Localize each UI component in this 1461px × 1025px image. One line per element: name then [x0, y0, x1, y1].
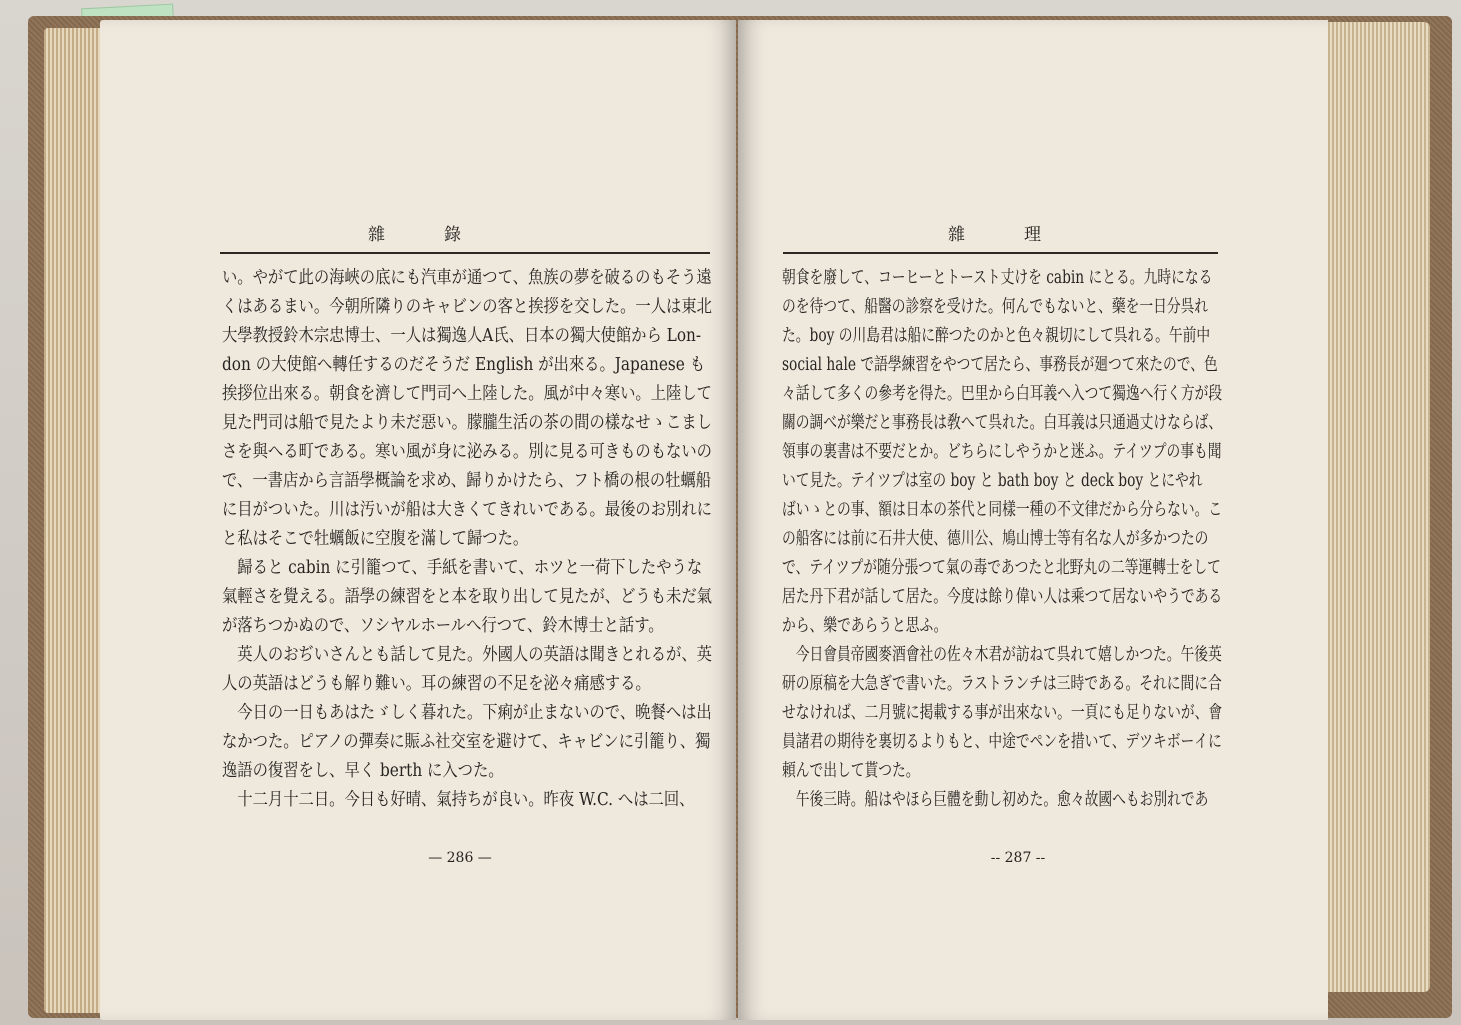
text-line: 員諸君の期待を裏切るよりもと、中途でペンを措いて、デツキボーイに	[782, 732, 1222, 752]
left-header-rule	[220, 252, 710, 254]
text-line: で、テイツプが随分張つて氣の毒であつたと北野丸の二等運轉士をして	[782, 558, 1221, 578]
text-line: た。boy の川島君は船に醉つたのかと色々親切にして呉れる。午前中	[782, 326, 1211, 346]
text-line: 頼んで出して貰つた。	[782, 761, 920, 781]
right-running-head: 雜 理	[948, 225, 1043, 245]
left-page	[100, 20, 736, 1020]
text-line: から、樂であらうと思ふ。	[782, 616, 948, 636]
text-line: と私はそこで牡蠣飯に空腹を滿して歸つた。	[222, 529, 529, 549]
text-line: くはあるまい。今朝所隣りのキャビンの客と挨拶を交した。一人は東北	[222, 297, 712, 317]
left-page-number: — 286 —	[428, 850, 492, 866]
text-line: いて見た。テイツプは室の boy と bath boy と deck boy とにやれ	[782, 471, 1203, 491]
text-line: don の大使館へ轉任するのだそうだ English が出來る。Japanese も	[222, 355, 706, 375]
text-line: 領事の裏書は不要だとか。どちらにしやうかと迷ふ。テイツプの事も聞	[782, 442, 1222, 462]
right-body-text	[782, 264, 1342, 815]
text-line: せなければ、二月號に掲載する事が出來ない。一頁にも足りないが、會	[782, 703, 1223, 723]
left-body-text	[222, 264, 782, 815]
text-line: が落ちつかぬので、ソシヤルホールへ行つて、鈴木博士と話す。	[222, 616, 664, 636]
text-line: 今日の一日もあはたゞしく暮れた。下痢が止まないので、晩餐へは出	[222, 703, 712, 723]
text-line: 英人のおぢいさんとも話して見た。外國人の英語は聞きとれるが、英	[222, 645, 712, 665]
text-line: 人の英語はどうも解り難い。耳の練習の不足を泌々痛感する。	[222, 674, 651, 694]
text-line: 々話して多くの參考を得た。巴里から白耳義へ入つて獨逸へ行く方が段	[782, 384, 1223, 404]
text-line: 見た門司は船で見たより未だ惡い。朦朧生活の茶の間の樣なせゝこまし	[222, 413, 712, 433]
right-page	[738, 20, 1328, 1020]
text-line: 十二月十二日。今日も好晴、氣持ちが良い。昨夜 W.C. へは二回、	[222, 790, 695, 810]
text-line: なかつた。ピアノの彈奏に賑ふ社交室を避けて、キャビンに引籠り、獨	[222, 732, 711, 752]
text-line: 關の調べが樂だと事務長は敎へて呉れた。白耳義は只通過丈けならば、	[782, 413, 1223, 433]
text-line: 歸ると cabin に引籠つて、手紙を書いて、ホツと一荷下したやうな	[222, 558, 703, 578]
text-line: さを與へる町である。寒い風が身に泌みる。別に見る可きものもないの	[222, 442, 712, 462]
left-running-head: 雜 錄	[368, 225, 463, 245]
text-line: 挨拶位出來る。朝食を濟して門司へ上陸した。風が中々寒い。上陸して	[222, 384, 712, 404]
text-line: い。やがて此の海峽の底にも汽車が通つて、魚族の夢を破るのもそう遠	[222, 268, 712, 288]
text-line: に目がついた。川は汚いが船は大きくてきれいである。最後のお別れに	[222, 500, 712, 520]
text-line: 居た丹下君が話して居た。今度は餘り偉い人は乘つて居ないやうである	[782, 587, 1223, 607]
right-page-number: -- 287 --	[990, 850, 1046, 866]
text-line: 氣輕さを覺える。語學の練習をと本を取り出して見たが、どうも未だ氣	[222, 587, 712, 607]
right-header-rule	[783, 252, 1218, 254]
text-line: ばいゝとの事、額は日本の茶代と同樣一種の不文律だから分らない。こ	[782, 500, 1223, 520]
text-line: 大學教授鈴木宗忠博士、一人は獨逸人A氏、日本の獨大使館から Lon-	[222, 326, 702, 346]
text-line: 逸語の復習をし、早く berth に入つた。	[222, 761, 504, 781]
text-line: social hale で語學練習をやつて居たら、事務長が廻つて來たので、色	[782, 355, 1218, 375]
text-line: で、一書店から言語學概論を求め、歸りかけたら、フト橋の根の牡蠣船	[222, 471, 712, 491]
text-line: 午後三時。船はやほら巨體を動し初めた。愈々故國へもお別れであ	[782, 790, 1209, 810]
text-line: 朝食を廢して、コーヒーとトースト丈けを cabin にとる。九時になる	[782, 268, 1213, 288]
text-line: のを待つて、船醫の診察を受けた。何んでもないと、藥を一日分呉れ	[782, 297, 1209, 317]
text-line: の船客には前に石井大使、德川公、鳩山博士等有名な人が多かつたの	[782, 529, 1209, 549]
text-line: 今日會員帝國麥酒會社の佐々木君が訪ねて呉れて嬉しかつた。午後英	[782, 645, 1222, 665]
text-line: 研の原稿を大急ぎで書いた。ラストランチは三時である。それに間に合	[782, 674, 1222, 694]
